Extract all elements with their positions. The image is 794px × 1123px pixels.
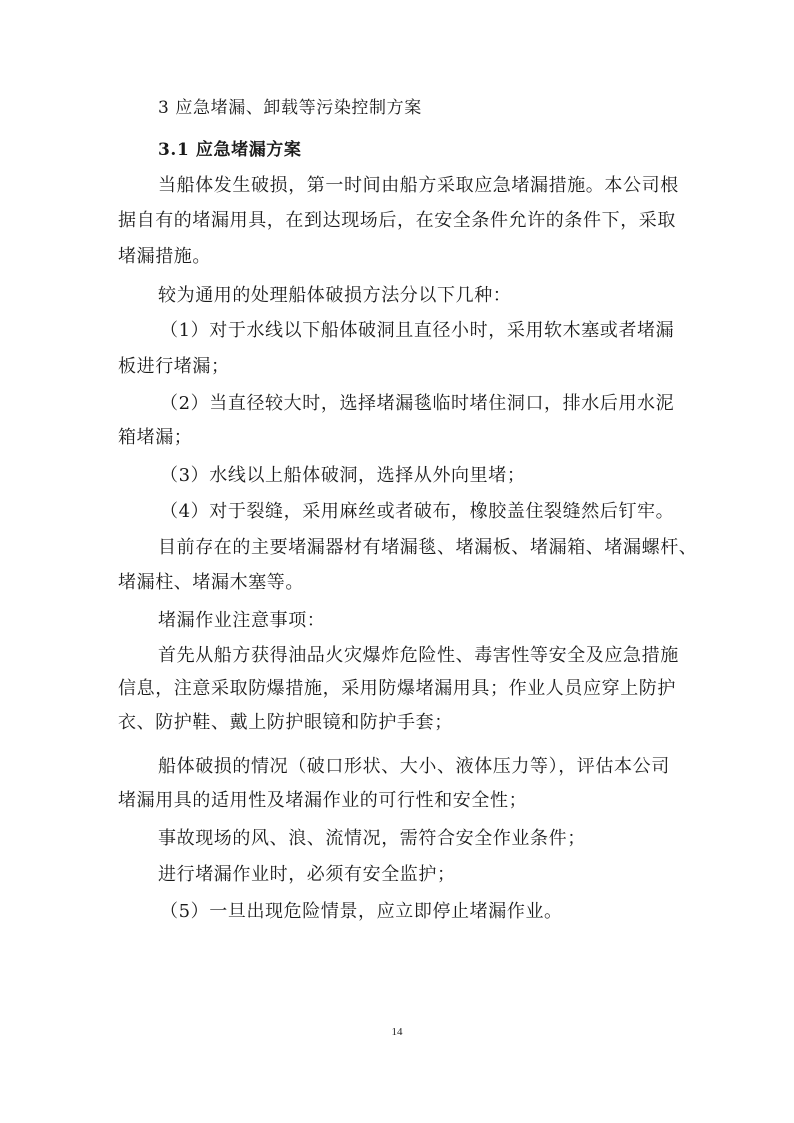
paragraph-line: 当船体发生破损，第一时间由船方采取应急堵漏措施。本公司根 <box>158 175 679 196</box>
paragraph-line: 较为通用的处理船体破损方法分以下几种： <box>158 285 512 306</box>
paragraph-line: 目前存在的主要堵漏器材有堵漏毯、堵漏板、堵漏箱、堵漏螺杆、 <box>158 537 698 558</box>
paragraph-line: 信息，注意采取防爆措施，采用防爆堵漏用具；作业人员应穿上防护 <box>118 678 676 699</box>
list-item: （3）水线以上船体破洞，选择从外向里堵； <box>160 465 526 486</box>
list-item: （5）一旦出现危险情景，应立即停止堵漏作业。 <box>160 901 563 922</box>
paragraph-line: 堵漏措施。 <box>118 246 211 267</box>
paragraph-line: 事故现场的风、浪、流情况，需符合安全作业条件； <box>158 828 586 849</box>
list-item: （4）对于裂缝，采用麻丝或者破布，橡胶盖住裂缝然后钉牢。 <box>160 501 675 522</box>
list-item-continuation: 板进行堵漏； <box>118 356 230 377</box>
list-item-continuation: 箱堵漏； <box>118 427 193 448</box>
page-number: 14 <box>391 1026 403 1038</box>
list-item: （2）当直径较大时，选择堵漏毯临时堵住洞口，排水后用水泥 <box>160 393 675 414</box>
paragraph-line: 堵漏用具的适用性及堵漏作业的可行性和安全性； <box>118 790 528 811</box>
paragraph-line: 衣、防护鞋、戴上防护眼镜和防护手套； <box>118 712 453 733</box>
paragraph-line: 据自有的堵漏用具，在到达现场后，在安全条件允许的条件下，采取 <box>118 210 676 231</box>
paragraph-line: 堵漏柱、堵漏木塞等。 <box>118 572 304 593</box>
paragraph-line: 船体破损的情况（破口形状、大小、液体压力等），评估本公司 <box>158 756 670 777</box>
section-title: 3 应急堵漏、卸载等污染控制方案 <box>158 98 422 118</box>
subsection-title: 3.1 应急堵漏方案 <box>158 140 302 160</box>
paragraph-line: 堵漏作业注意事项： <box>158 610 326 631</box>
paragraph-line: 首先从船方获得油品火灾爆炸危险性、毒害性等安全及应急措施 <box>158 645 679 666</box>
list-item: （1）对于水线以下船体破洞且直径小时，采用软木塞或者堵漏 <box>160 320 675 341</box>
paragraph-line: 进行堵漏作业时，必须有安全监护； <box>158 864 456 885</box>
